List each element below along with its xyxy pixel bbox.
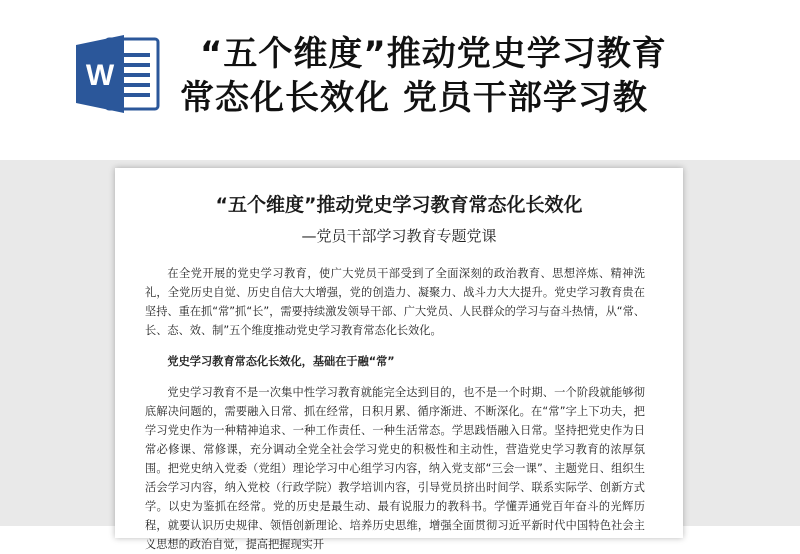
document-subtitle: —党员干部学习教育专题党课 xyxy=(301,227,497,245)
banner xyxy=(0,0,800,160)
document-title: “五个维度”推动党史学习教育常态化长效化 xyxy=(215,194,583,216)
word-icon xyxy=(76,33,162,115)
banner-title-line-1: “五个维度”推动党史学习教育 xyxy=(200,34,667,74)
document-page xyxy=(115,168,683,551)
banner-title-line-2: 常态化长效化 党员干部学习教 xyxy=(180,78,648,118)
section-heading: 党史学习教育常态化长效化，基础在于融“常” xyxy=(167,355,395,368)
paragraph-intro: 在全党开展的党史学习教育，使广大党员干部受到了全面深刻的政治教育、思想淬炼、精神洗礼，全党历史自觉、历史自信大大增强，党的创造力、凝聚力、战斗力大大提升。党史学习教育贵在坚持、重在抓“常”抓“长”，需要持续激发领导干部、广大党员、人民群众的学习与奋斗热情，从“常、长、态、效、制”五个维度推动党史学习教育常态化长效化。 xyxy=(145,267,645,337)
banner-title xyxy=(180,32,780,120)
paragraph-body: 党史学习教育不是一次集中性学习教育就能完全达到目的，也不是一个时期、一个阶段就能够彻底解决问题的，需要融入日常、抓在经常，日积月累、循序渐进、不断深化。在“常”字上下功夫，把学习党史作为一种精神追求、一种工作责任、一种生活常态。学思践悟融入日常。坚持把党史作为日常必修课、常修课，充分调动全党全社会学习党史的积极性和主动性，营造党史学习教育的浓厚氛围。把党史纳入党委（党组）理论学习中心组学习内容，纳入党支部“三会一课”、主题党日、组织生活会学习内容，纳入党校（行政学院）教学培训内容，引导党员挤出时间学、联系实际学、创新方式学。以史为鉴抓在经常。党的历史是最生动、最有说服力的教科书。学懂弄通党百年奋斗的光辉历程，就要认识历史规律、领悟创新理论、培养历史思维，增强全面贯彻习近平新时代中国特色社会主义思想的政治自觉，提高把握现实开 xyxy=(145,386,645,551)
document-body xyxy=(145,264,645,554)
word-icon-letter: W xyxy=(85,59,115,92)
